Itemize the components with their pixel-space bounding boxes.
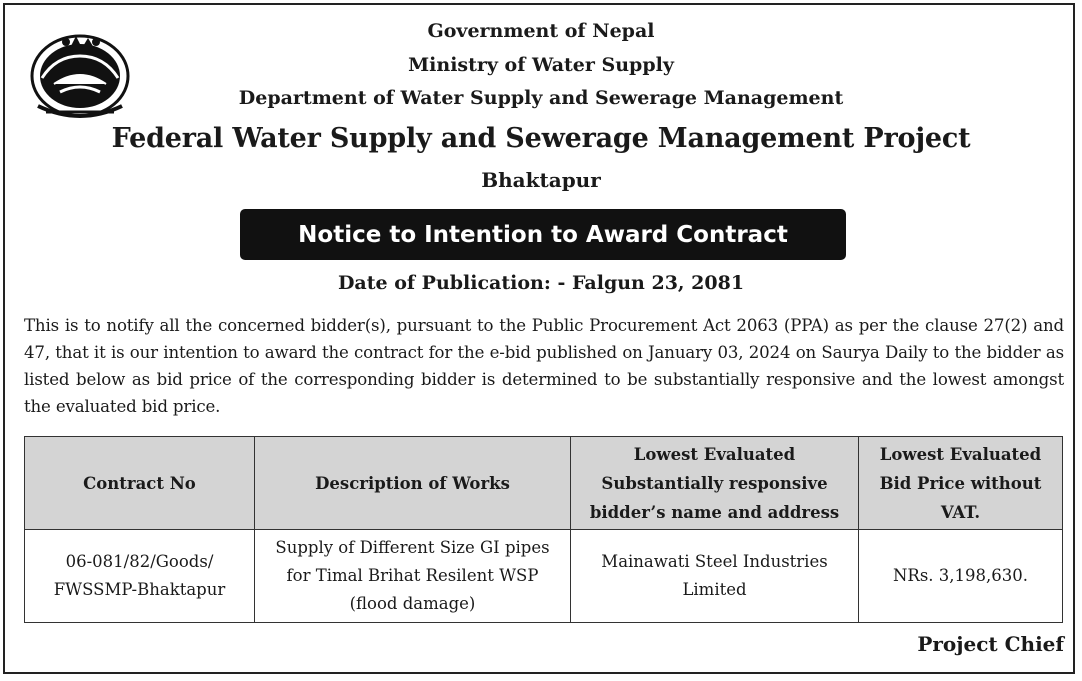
publication-date: Date of Publication: - Falgun 23, 2081 [337,272,745,294]
department-name: Department of Water Supply and Sewerage Management [238,87,844,109]
notice-title-banner [240,209,846,260]
notice-title: Notice to Intention to Award Contract [298,221,788,248]
project-location: Bhaktapur [481,168,601,192]
cell-price: NRs. 3,198,630. [859,530,1063,623]
header-bidder: Lowest Evaluated Substantially responsive bidder’s name and address [571,437,859,530]
table-header-row [25,437,1063,530]
header-description: Description of Works [255,437,571,530]
header-price: Lowest Evaluated Bid Price without VAT. [859,437,1063,530]
signoff: Project Chief [917,632,1064,656]
table-row [25,530,1063,623]
project-name: Federal Water Supply and Sewerage Management Project [111,123,971,154]
cell-description: Supply of Different Size GI pipes for Timal Brihat Resilent WSP (flood damage) [255,530,571,623]
cell-bidder: Mainawati Steel Industries Limited [571,530,859,623]
header-contract-no: Contract No [25,437,255,530]
cell-contract-no: 06-081/82/Goods/ FWSSMP-Bhaktapur [25,530,255,623]
award-table [24,436,1063,623]
ministry-name: Ministry of Water Supply [408,54,674,76]
government-name: Government of Nepal [427,20,655,42]
notice-body: This is to notify all the concerned bidder(s), pursuant to the Public Procurement Act 2063 (PPA) as per the clause 27(2) and 47, that it is our intention to award the contract for the e-bid published on January 03, 2024 on Saurya Daily to the bidder as listed below as bid price of the corresponding bidder is determined to be substantially responsive and the lowest amongst the evaluated bid price. [24,316,1064,416]
